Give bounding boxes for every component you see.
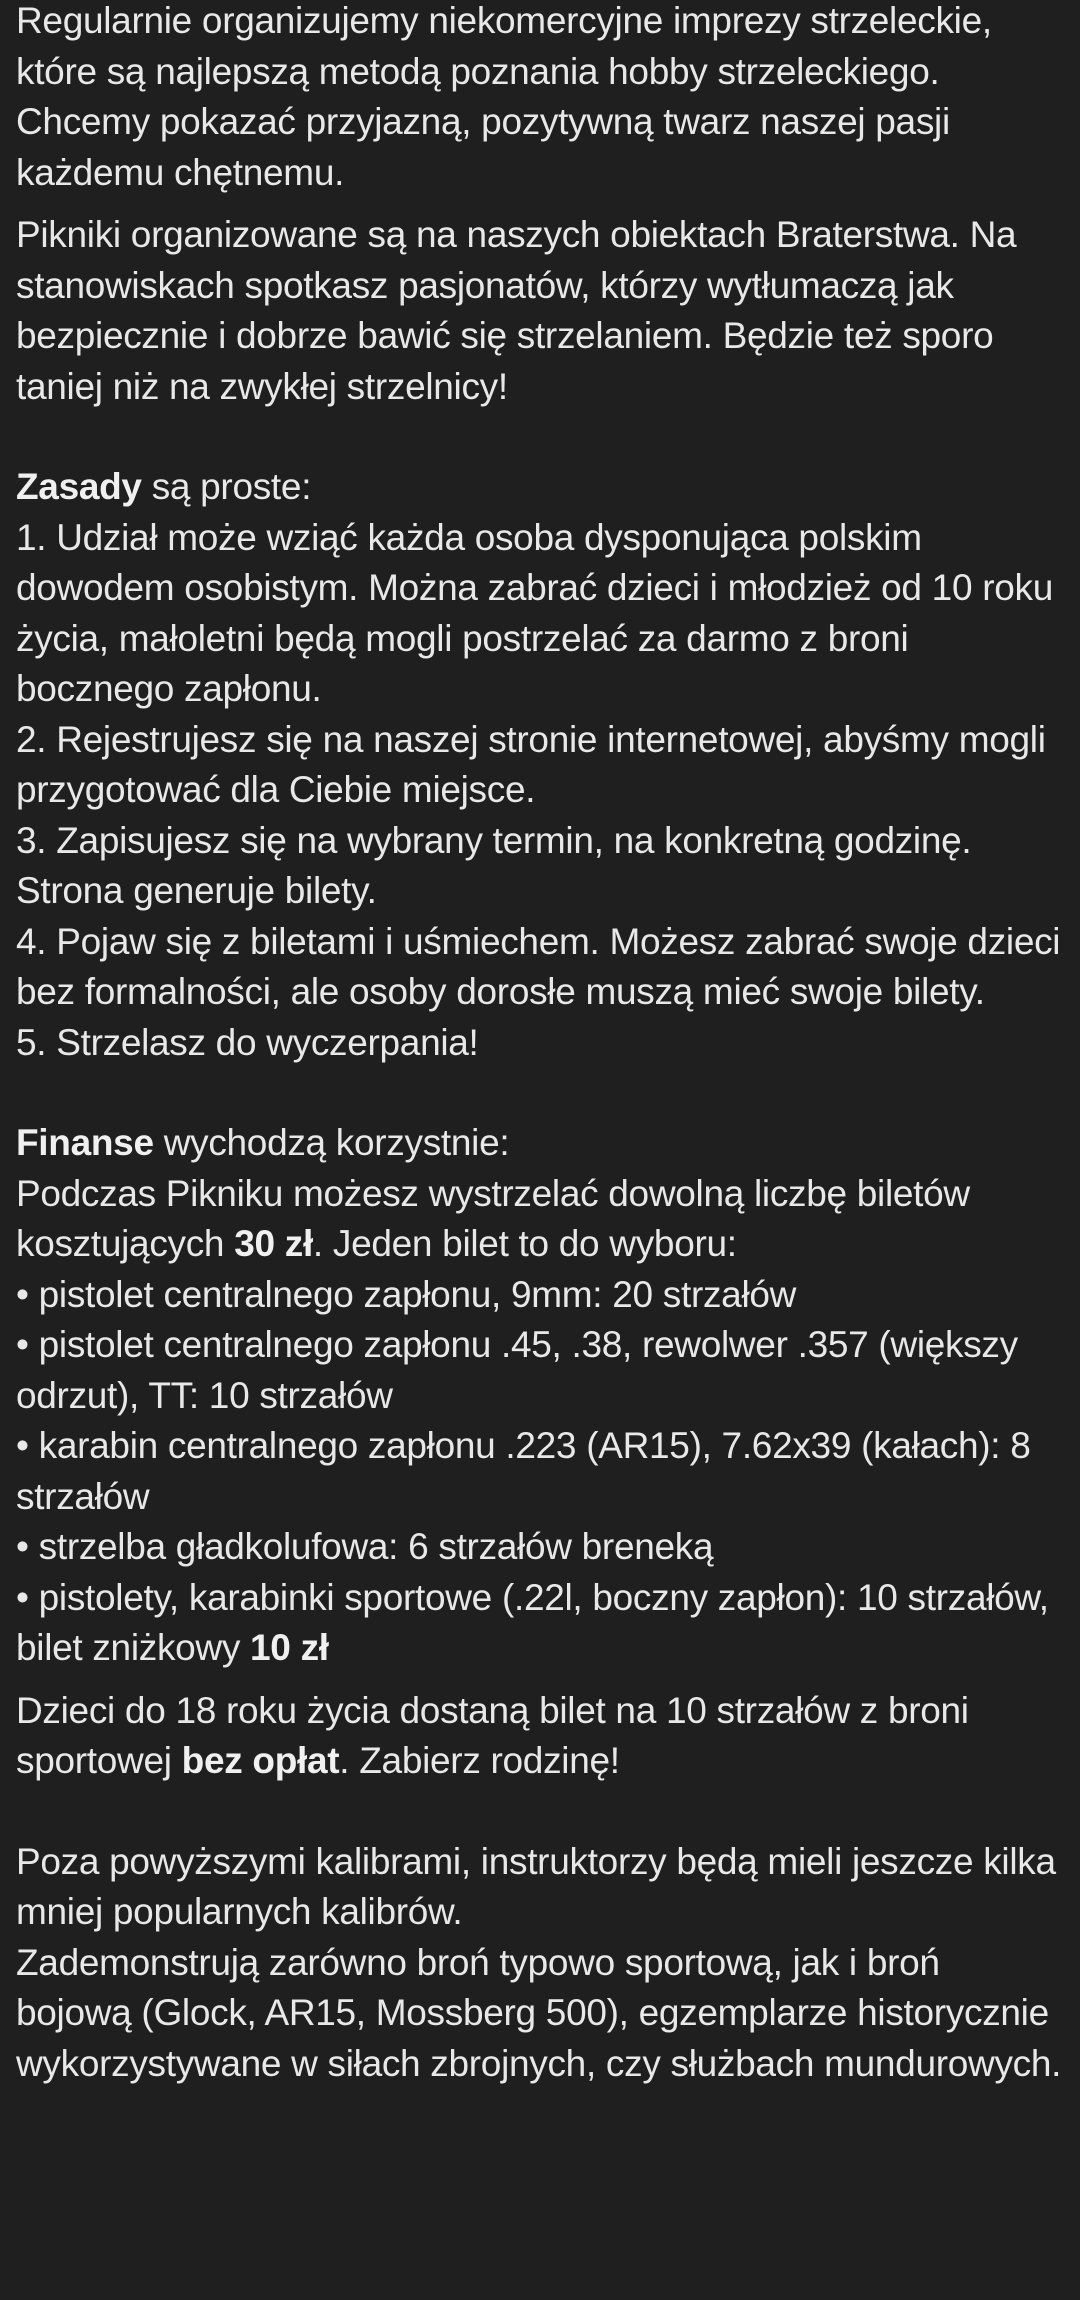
rule-item-2: 2. Rejestrujesz się na naszej stronie internetowej, abyśmy mogli przygotować dla Ciebie miejsce. <box>16 718 1046 810</box>
finances-intro-text-end: . Jeden bilet to do wyboru: <box>312 1223 737 1264</box>
finances-heading-bold: Finanse <box>16 1122 154 1163</box>
finances-heading <box>16 1118 1064 1169</box>
extra-paragraph-1: Poza powyższymi kalibrami, instruktorzy będą mieli jeszcze kilka mniej popularnych kalibrów. <box>16 1840 1056 1932</box>
spacer <box>16 412 1064 462</box>
finances-section <box>16 1118 1064 1787</box>
kids-info-end: . Zabierz rodzinę! <box>339 1740 620 1781</box>
spacer <box>16 1787 1064 1837</box>
ticket-option-5-text: • pistolety, karabinki sportowe (.22l, boczny zapłon): 10 strzałów, bilet zniżkowy <box>16 1576 1049 1668</box>
ticket-option-4: • strzelba gładkolufowa: 6 strzałów breneką <box>16 1526 714 1567</box>
finances-heading-rest: wychodzą korzystnie: <box>153 1122 510 1163</box>
extra-section <box>16 1837 1064 2090</box>
spacer <box>16 1674 1064 1686</box>
rules-heading-rest: są proste: <box>141 466 312 507</box>
ticket-option-1: • pistolet centralnego zapłonu, 9mm: 20 strzałów <box>16 1273 797 1315</box>
intro-paragraph-1: Regularnie organizujemy niekomercyjne imprezy strzeleckie, które są najlepszą metodą poznania hobby strzeleckiego. Chcemy pokazać przyjazną, pozytywną twarz naszej pasji każdemu chętnemu. <box>16 0 992 193</box>
ticket-option-3: • karabin centralnego zapłonu .223 (AR15), 7.62x39 (kałach): 8 strzałów <box>16 1425 1031 1517</box>
rules-heading-bold: Zasady <box>16 466 142 507</box>
kids-info <box>16 1686 1064 1787</box>
finances-intro-text: Podczas Pikniku możesz wystrzelać dowolną liczbę biletów kosztujących <box>16 1172 970 1264</box>
spacer <box>16 1068 1064 1118</box>
spacer <box>16 198 1064 210</box>
rule-item-4: 4. Pojaw się z biletami i uśmiechem. Możesz zabrać swoje dzieci bez formalności, ale osoby dorosłe muszą mieć swoje bilety. <box>16 920 1061 1012</box>
ticket-option-5 <box>16 1573 1064 1674</box>
rules-heading <box>16 462 1064 513</box>
ticket-price: 30 zł <box>234 1223 313 1264</box>
rules-section <box>16 462 1064 1068</box>
extra-paragraph-2: Zademonstrują zarówno broń typowo sportową, jak i broń bojową (Glock, AR15, Mossberg 500), egzemplarze historycznie wykorzystywane w siłach zbrojnych, czy służbach mundurowych. <box>16 1941 1062 2084</box>
rule-item-3: 3. Zapisujesz się na wybrany termin, na konkretną godzinę. Strona generuje bilety. <box>16 819 972 911</box>
intro-paragraph-2: Pikniki organizowane są na naszych obiektach Braterstwa. Na stanowiskach spotkasz pasjonatów, którzy wytłumaczą jak bezpiecznie i dobrze bawić się strzelaniem. Będzie też sporo taniej niż na zwykłej strzelnicy! <box>16 214 1017 407</box>
discount-price: 10 zł <box>250 1627 329 1668</box>
ticket-option-2: • pistolet centralnego zapłonu .45, .38, rewolwer .357 (większy odrzut), TT: 10 strzałów <box>16 1324 1018 1416</box>
kids-info-text: Dzieci do 18 roku życia dostaną bilet na 10 strzałów z broni sportowej <box>16 1689 969 1781</box>
kids-free: bez opłat <box>181 1740 340 1781</box>
rule-item-1: 1. Udział może wziąć każda osoba dysponująca polskim dowodem osobistym. Można zabrać dzieci i młodzież od 10 roku życia, małoletni będą mogli postrzelać za darmo z broni bocznego zapłonu. <box>16 516 1053 709</box>
finances-intro <box>16 1169 1064 1270</box>
rule-item-5: 5. Strzelasz do wyczerpania! <box>16 1021 479 1063</box>
